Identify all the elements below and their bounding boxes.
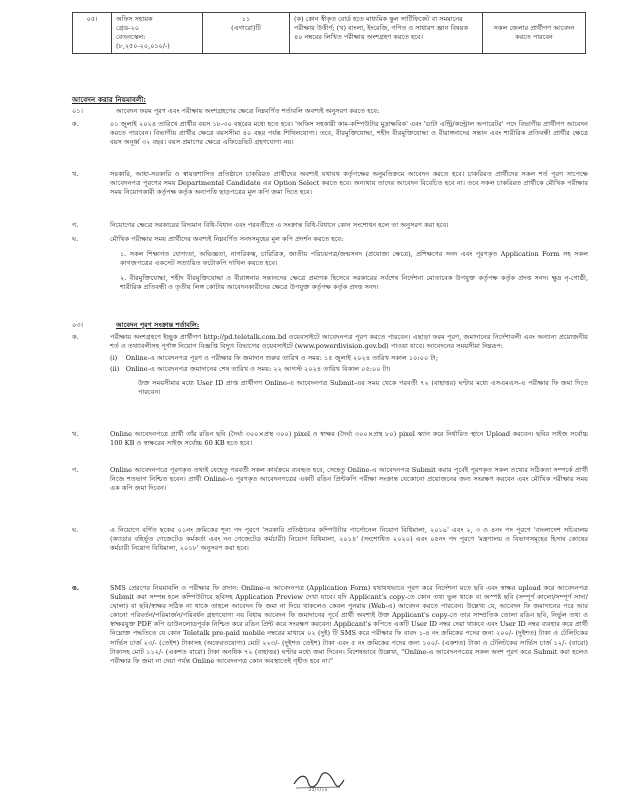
clause-sms-fee: SMS প্রেরণের নিয়মাবলি ও পরীক্ষার ফি প্রদান: Online-এ আবেদনপত্র (Application Form) যথাযথভাবে পূরণ করে নির্দেশনা মতে ছবি এবং স্বাক্ষর upload করে আবেদনপত্র Submit করা সম্পন্ন হলে কম্পিউটারে ছবিসহ Application Preview দেখা যাবে। যদি Applicant's copy-তে কোন তথ্য ভুল থাকে বা অস্পষ্ট ছবি (সম্পূর্ণ কালো/সম্পূর্ণ সাদা/ঘোলা) বা ছবি/স্বাক্ষর সঠিক না থাকে তাহলে আবেদন ফি জমা না দিয়ে থাকলেও কেবল পুনরায় (Web-এ) আবেদন করতে পারবেন। উল্লেখ্য যে, আবেদন ফি জমাদানের পরে আর কোনো পরিবর্তন/পরিমার্জন/পরিবর্ধন গ্রহণযোগ্য নয় বিধায় আবেদন ফি জমাদানের পূর্বে প্রার্থী অবশ্যই উক্ত Applicant's copy-তে তার সাম্প্রতিক তোলা রঙিন ছবি, নির্ভুল তথ্য ও স্বাক্ষরযুক্ত PDF কপি ডাউনলোডপূর্বক নিশ্চিত করে রঙিন প্রিন্ট করে সংরক্ষণ করবেন। Applicant's কপিতে একটি User ID নম্বর দেয়া থাকবে এবং User ID নম্বর ব্যবহার করে প্রার্থী নিম্নোক্ত পদ্ধতিতে যে কোন Teletalk pre-paid mobile নম্বরের মাধ্যমে ০২ (দুই) টি SMS করে পরীক্ষার ফি বাবদ ১-৪ নং ক্রমিকের পদের জন্য ২০০/- (দুইশত) টাকা ও টেলিটকের সার্ভিস চার্জ ২৩/- (তেইশ) টাকাসহ (অফেরতযোগ্য) মোট ২২৩/- (দুইশত তেইশ) টাকা এবং ৫ নং ক্রমিকের পদের জন্য ১০০/- (একশত) টাকা ও টেলিটকের সার্ভিস চার্জ ১২/- (বারো) টাকাসহ মোট ১১২/- (একশত বারো) টাকা অনধিক ৭২ (বাহাত্তর) ঘণ্টার মধ্যে জমা দিবেন। বিশেষভাবে উল্লেখ্য, "Online-এ আবেদনপত্রের সকল অংশ পূরণ করে Submit করা হলেও পরীক্ষার ফি জমা না দেয়া পর্যন্ত Online আবেদনপত্র কোন অবস্থাতেই গৃহীত হবে না।" [110, 584, 588, 665]
serial-cell: ০৫। [73, 13, 112, 54]
fee-deadline-note: উক্ত সময়সীমার মধ্যে User ID প্রাপ্ত প্রার্থীগণ Online-এ আবেদনপত্র Submit-এর সময় থেকে পরবর্তী ৭২ (বাহাত্তর) ঘণ্টার মধ্যে এসএমএস-এ পরীক্ষার ফি জমা দিতে পারবেন। [138, 379, 588, 397]
remark-cell: সকল জেলার প্রার্থীগণ আবেদন করতে পারবেন [483, 13, 586, 54]
clause-age-limit: ০১ জুলাই ২০২৪ তারিখে প্রার্থীর বয়স ১৮-৩০ বছরের মধ্যে হতে হবে। 'অফিস সহকারী কাম-কম্পিউটার মুদ্রাক্ষরিক' এবং 'ডাটা এন্ট্রি/কন্ট্রোল অপারেটর' পদে বিভাগীয় প্রার্থীগণ আবেদন করতে পারবেন। বিভাগীয় প্রার্থীর ক্ষেত্রে বয়সসীমা ৪০ বছর পর্যন্ত শিথিলযোগ্য। তবে, বীরমুক্তিযোদ্ধা, শহীদ বীরমুক্তিযোদ্ধা ও বীরাঙ্গনাদের সন্তান এবং শারীরিক প্রতিবন্ধী প্রার্থীর ক্ষেত্রে বয়স অনূর্ধ্ব ৩২ বছর। বয়স প্রমাণের ক্ষেত্রে এফিডেভিট গ্রহণযোগ্য নয়। [110, 120, 588, 147]
clause-label: ঘ. [72, 235, 79, 243]
clause-label: ঘ. [72, 526, 79, 534]
clause-employed-candidates: সরকারি, আধা-সরকারি ও স্বায়ত্তশাসিত প্রতিষ্ঠানে চাকরিরত প্রার্থীদের অবশ্যই যথাযথ কর্তৃপক্ষের অনুমতিক্রমে আবেদন করতে হবে। চাকরিরত প্রার্থীদের সকল শর্ত পূরণ সাপেক্ষে আবেদনপত্র পূরণের সময় Departmental Candidate এর Option Select করতে হবে। অন্যথায় তাদের আবেদন বিবেচিত হবে না। তবে সকল চাকরিরত প্রার্থীকে মৌখিক পরীক্ষার সময় নিয়োগকারী কর্তৃপক্ষ কর্তৃক অনাপত্তি ছাড়পত্রের মূল কপি জমা দিতে হবে। [110, 170, 588, 197]
clause-photo-upload: Online আবেদনপত্রে প্রার্থী তাঁর রঙিন ছবি (দৈর্ঘ্য ৩০০×প্রস্থ ৩০০) pixel ও স্বাক্ষর (দৈর্ঘ্য ৩০০×প্রস্থ ৮০) pixel স্ক্যান করে নির্ধারিত স্থানে Upload করবেন। ছবির সাইজ সর্বোচ্চ 100 KB ও স্বাক্ষরের সাইজ সর্বোচ্চ 60 KB হতে হবে। [110, 430, 588, 448]
qualification-cell: (ক) কোন স্বীকৃত বোর্ড হতে মাধ্যমিক স্কুল সার্টিফিকেট বা সমমানের পরীক্ষায় উত্তীর্ণ; (খ) বাংলা, ইংরেজি, গণিত ও সাধারণ জ্ঞান বিষয়ক ৪০ নম্বরের লিখিত পরীক্ষায় অংশগ্রহণ করতে হবে। [290, 13, 483, 54]
clause-label: ক. [72, 333, 79, 341]
clause-label: গ. [72, 221, 79, 229]
clause-online-application: পরীক্ষায় অংশগ্রহণে ইচ্ছুক প্রার্থীগণ http://pd.teletalk.com.bd ওয়েবসাইটে আবেদনপত্র পূরণ করতে পারবেন। এছাড়া ফরম পূরণ, জমাদানের নির্দেশাবলী এবং অন্যান্য প্রয়োজনীয় শর্ত ও তথ্যাবলীসহ পূর্ণাঙ্গ নিয়োগ বিজ্ঞপ্তি বিদ্যুৎ বিভাগের ওয়েবসাইটে (www.powerdivision.gov.bd) পাওয়া যাবে। আবেদনের সময়সীমা নিম্নরূপ: (i) Online-এ আবেদনপত্র পূরণ ও পরীক্ষার ফি জমাদান শুরুর তারিখ ও সময়: ১৫ জুলাই ২০২৪ তারিখ সকাল ১০:০০ টা; (ii) Online-এ আবেদনপত্র জমাদানের শেষ তারিখ ও সময়: ২২ আগস্ট ২০২৪ তারিখ বিকাল ০৫:০০ টা। উক্ত সময়সীমার মধ্যে User ID প্রাপ্ত প্রার্থীগণ Online-এ আবেদনপত্র Submit-এর সময় থেকে পরবর্তী ৭২ (বাহাত্তর) ঘণ্টার মধ্যে এসএমএস-এ পরীক্ষার ফি জমা দিতে পারবেন। [110, 333, 588, 397]
table-row [73, 13, 586, 54]
salary-scale: (৮,২৫০-২০,০১০/-) [116, 41, 170, 50]
signature-text: ৫৫/৭/২৪ [308, 787, 328, 792]
section-intro-text: আবেদন ফরম পূরণ এবং পরীক্ষায় অংশগ্রহণের ক্ষেত্রে নিম্নবর্ণিত শর্তাবলি অবশ্যই অনুসরণ করতে হবে: [116, 107, 380, 115]
viva-doc-1: ১. সকল শিক্ষাগত যোগ্যতা, অভিজ্ঞতা, নাগরিকত্ব, চারিত্রিক, জাতীয় পরিচয়পত্র/জন্মসনদ (প্রযোজ্য ক্ষেত্রে), প্রশিক্ষণের সনদ এবং পূরণকৃত Application Form সহ সকল কাগজপত্রের একসেট সত্যায়িত ফটোকপি দাখিল করতে হবে। [120, 250, 588, 268]
clause-label: ক. [72, 120, 79, 128]
clause-govt-rules: নিয়োগের ক্ষেত্রে সরকারের বিদ্যমান বিধি-বিধান এবং পরবর্তীতে এ সংক্রান্ত বিধি-বিধানে কোন সংশোধন হলে তা অনুসরণ করা হবে। [110, 221, 449, 229]
section-heading-text: আবেদন পূরণ সংক্রান্ত শর্তাবলি: [116, 321, 200, 329]
rules-heading: আবেদন করার নিয়মাবলী: [72, 95, 147, 104]
post-grade: গ্রেড-২০ [116, 23, 139, 32]
clause-info-accuracy: Online আবেদনপত্রে পূরণকৃত তথ্যই যেহেতু পরবর্তী সকল কার্যক্রমে ব্যবহৃত হবে, সেহেতু Online-এ আবেদনপত্র Submit করার পূর্বেই পূরণকৃত সকল তথ্যের সঠিকতা সম্পর্কে প্রার্থী নিজে শতভাগ নিশ্চিত হবেন। প্রার্থী Online-এ পূরণকৃত আবেদনপত্রের একটি রঙিন প্রিন্টকপি পরীক্ষা সংক্রান্ত যেকোনো প্রয়োজনের জন্য সংরক্ষণ করবেন এবং মৌখিক পরীক্ষার সময় এক কপি জমা দিবেন। [110, 466, 588, 493]
clause-recruitment-rules: এ নিয়োগে বর্ণিত ছকের ০১নং ক্রমিকের শূন্য পদ পূরণে 'সরকারি প্রতিষ্ঠানের কম্পিউটার পার্সোনেল নিয়োগ বিধিমালা, ২০১৯' এবং ২, ৩ ও ৪নং পদ পূরণে 'বাংলাদেশ সচিবালয় (ক্যাডার বহির্ভূত গেজেটেড কর্মকর্তা এবং নন গেজেটেড কর্মচারী) নিয়োগ বিধিমালা, ২০১৪' (সংশোধিত ২০২০) এবং ০৫নং পদ পূরণে 'মন্ত্রণালয় ও বিভাগসমূহের হিসাব কোষের কর্মচারী নিয়োগ বিধিমালা, ২০১৮' অনুসরণ করা হবে। [110, 526, 588, 553]
clause-label: গ. [72, 466, 79, 474]
post-table [72, 12, 586, 54]
clause-label: খ. [72, 170, 79, 178]
clause-label: খ. [72, 430, 79, 438]
viva-doc-2: ২. বীরমুক্তিযোদ্ধা, শহীদ বীরমুক্তিযোদ্ধা ও বীরাঙ্গনার সন্তানদের ক্ষেত্রে প্রমাণক হিসেবে সরকারের সর্বশেষ নির্দেশনা মোতাবেক উপযুক্ত কর্তৃপক্ষ কর্তৃক প্রদত্ত সনদ। ক্ষুদ্র নৃ-গোষ্ঠী, শারীরিক প্রতিবন্ধী ও তৃতীয় লিঙ্গ কোটায় আবেদনকারীদের ক্ষেত্রে উপযুক্ত কর্তৃপক্ষ কর্তৃক প্রদত্ত সনদ। [120, 274, 588, 292]
post-count-cell [203, 13, 290, 54]
section-number: ০৩। [72, 321, 83, 329]
deadline-start: (i) Online-এ আবেদনপত্র পূরণ ও পরীক্ষার ফি জমাদান শুরুর তারিখ ও সময়: ১৫ জুলাই ২০২৪ তারিখ সকাল ১০:০০ টা; [110, 354, 439, 363]
post-count-words: (এগারো)টি [231, 23, 261, 32]
signature-mark [290, 770, 346, 792]
clause-label: ঙ. [72, 584, 80, 592]
post-count: ১১ [241, 15, 251, 23]
clause-viva-documents: মৌখিক পরীক্ষার সময় প্রার্থীদের অবশ্যই নিম্নবর্ণিত সনদসমূহের মূল কপি প্রদর্শন করতে হবে: ১. সকল শিক্ষাগত যোগ্যতা, অভিজ্ঞতা, নাগরিকত্ব, চারিত্রিক, জাতীয় পরিচয়পত্র/জন্মসনদ (প্রযোজ্য ক্ষেত্রে), প্রশিক্ষণের সনদ এবং পূরণকৃত Application Form সহ সকল কাগজপত্রের একসেট সত্যায়িত ফটোকপি দাখিল করতে হবে। ২. বীরমুক্তিযোদ্ধা, শহীদ বীরমুক্তিযোদ্ধা ও বীরাঙ্গনার সন্তানদের ক্ষেত্রে প্রমাণক হিসেবে সরকারের সর্বশেষ নির্দেশনা মোতাবেক উপযুক্ত কর্তৃপক্ষ কর্তৃক প্রদত্ত সনদ। ক্ষুদ্র নৃ-গোষ্ঠী, শারীরিক প্রতিবন্ধী ও তৃতীয় লিঙ্গ কোটায় আবেদনকারীদের ক্ষেত্রে উপযুক্ত কর্তৃপক্ষ কর্তৃক প্রদত্ত সনদ। [110, 235, 588, 292]
salary-label: বেতনস্কেল: [116, 32, 146, 41]
post-name-cell [112, 13, 203, 54]
section-number: ০১। [72, 107, 83, 115]
post-name: অফিস সহায়ক [116, 15, 153, 23]
deadline-end: (ii) Online-এ আবেদনপত্র জমাদানের শেষ তারিখ ও সময়: ২২ আগস্ট ২০২৪ তারিখ বিকাল ০৫:০০ টা। [110, 365, 391, 374]
